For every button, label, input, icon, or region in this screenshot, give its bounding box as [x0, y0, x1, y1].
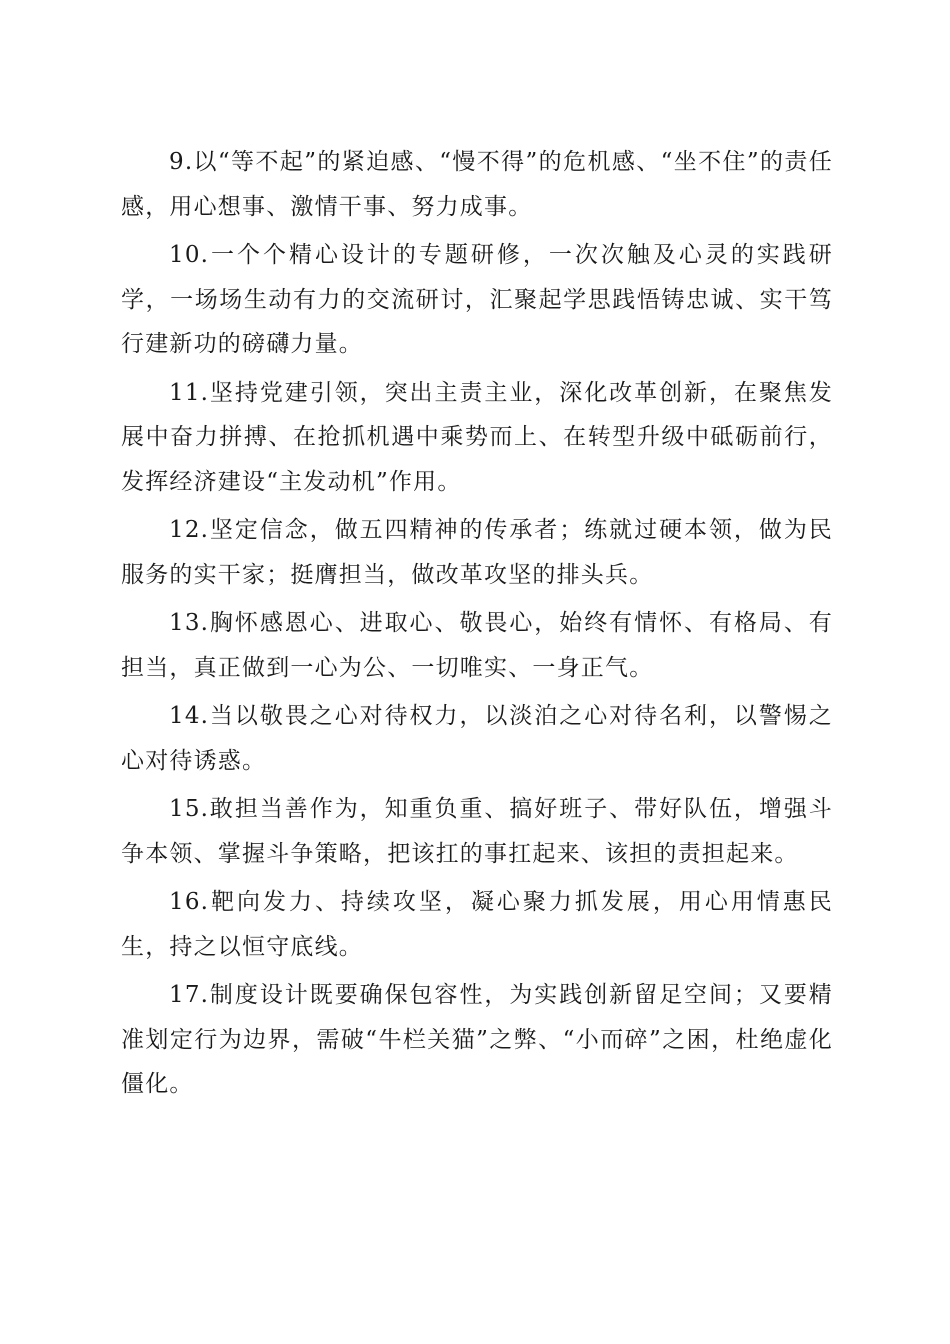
paragraph-15: 15.敢担当善作为，知重负重、搞好班子、带好队伍，增强斗争本领、掌握斗争策略，把该扛的事扛起来、该担的责担起来。 — [121, 796, 833, 867]
paragraph-16: 16.靶向发力、持续攻坚，凝心聚力抓发展，用心用情惠民生，持之以恒守底线。 — [121, 889, 833, 960]
paragraph-13: 13.胸怀感恩心、进取心、敬畏心，始终有情怀、有格局、有担当，真正做到一心为公、一切唯实、一身正气。 — [121, 610, 833, 681]
paragraph-12: 12.坚定信念，做五四精神的传承者；练就过硬本领，做为民服务的实干家；挺膺担当，做改革攻坚的排头兵。 — [121, 517, 833, 588]
paragraph-17: 17.制度设计既要确保包容性，为实践创新留足空间；又要精准划定行为边界，需破“牛栏关猫”之弊、“小而碎”之困，杜绝虚化僵化。 — [121, 982, 833, 1097]
document-body — [121, 140, 833, 1111]
paragraph-10: 10.一个个精心设计的专题研修，一次次触及心灵的实践研学，一场场生动有力的交流研讨，汇聚起学思践悟铸忠诚、实干笃行建新功的磅礴力量。 — [121, 242, 833, 357]
paragraph-11: 11.坚持党建引领，突出主责主业，深化改革创新，在聚焦发展中奋力拼搏、在抢抓机遇中乘势而上、在转型升级中砥砺前行，发挥经济建设“主发动机”作用。 — [121, 379, 833, 495]
paragraph-14: 14.当以敬畏之心对待权力，以淡泊之心对待名利，以警惕之心对待诱惑。 — [121, 703, 833, 774]
paragraph-9: 9.以“等不起”的紧迫感、“慢不得”的危机感、“坐不住”的责任感，用心想事、激情干事、努力成事。 — [121, 149, 833, 220]
